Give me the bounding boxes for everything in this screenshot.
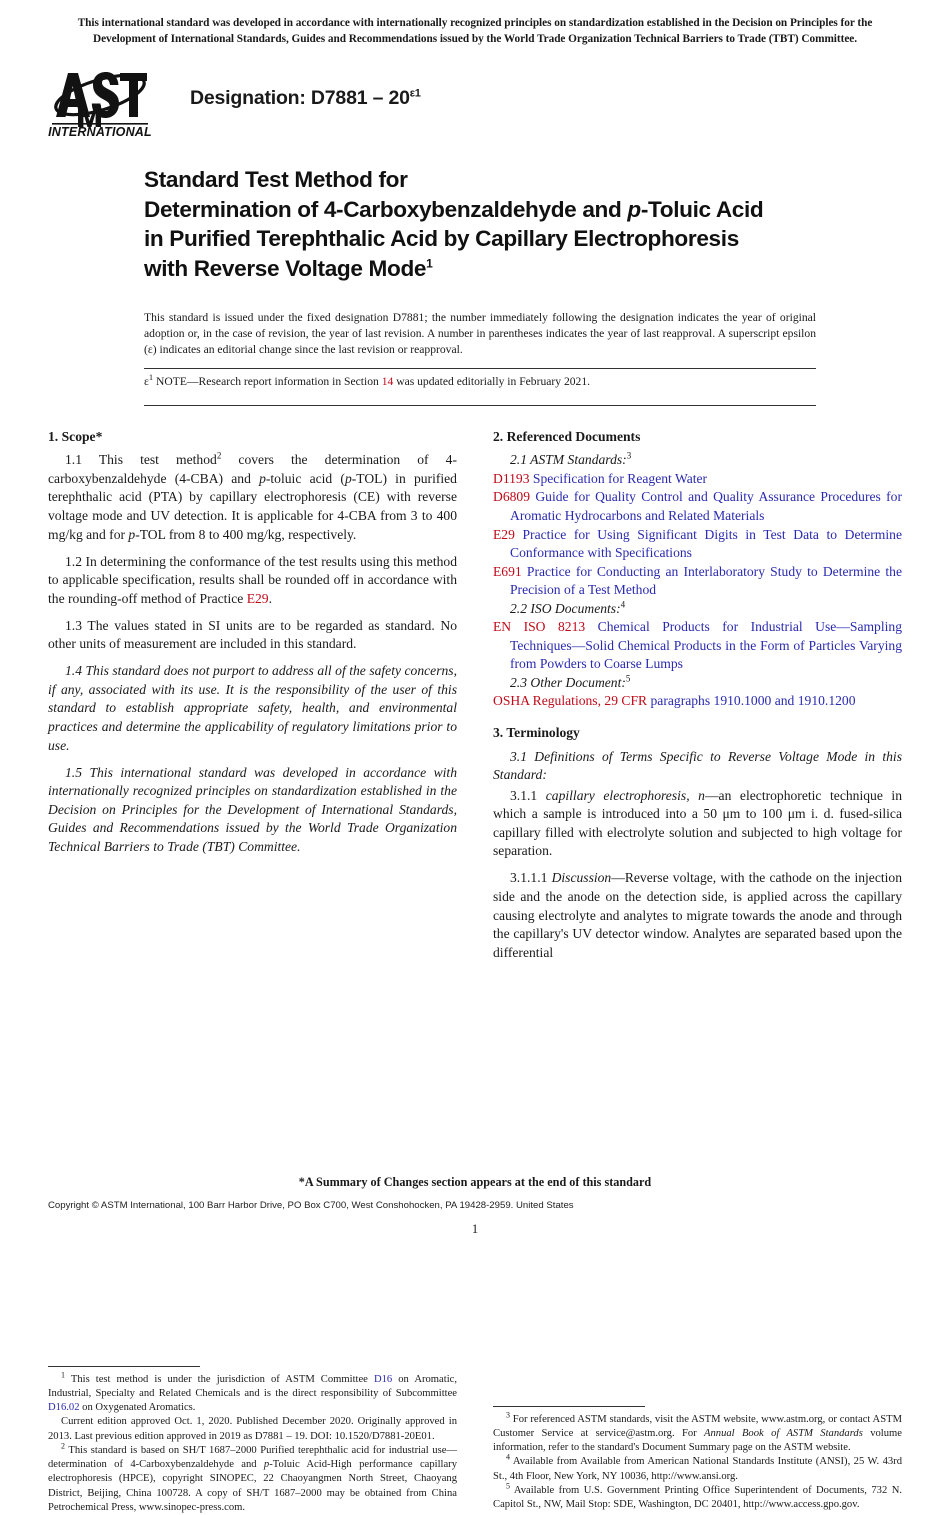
paragraph-1-4: 1.4 This standard does not purport to address all of the safety concerns, if any, associated with its use. It is the responsibility of the user of this standard to establish appropriate safety, health, and environmental practices and determine the applicability of regulatory limitations prior to use. (48, 663, 457, 753)
subheading-iso-documents (493, 600, 902, 619)
paragraph-3-1-1 (493, 787, 902, 861)
reference-title: Practice for Using Significant Digits in Test Data to Determine Conformance with Specifications (510, 526, 902, 561)
heading-terminology: 3. Terminology (493, 725, 580, 741)
iso-documents-label: 2.2 ISO Documents: (510, 600, 621, 616)
title-line-4-text: with Reverse Voltage Mode (144, 255, 427, 281)
reference-title: Chemical Products for Industrial Use—Sampling Techniques—Solid Chemical Products in the Form of Particles Varying from Powders to Coarse Lumps (510, 619, 902, 672)
practice-e29-link[interactable]: E29 (246, 590, 269, 606)
footnote-1-d: on Oxygenated Aromatics. (79, 1402, 196, 1414)
p11-a: 1.1 This test method (65, 452, 217, 468)
tbt-banner: This international standard was developed in accordance with internationally recognized principles on standardization established in the Decision on Principles for the Development of International Standards, Guides and Recommendations issued by the World Trade Organization Technical Barriers to Trade (TBT) Committee. (77, 17, 873, 45)
footnote-3 (493, 1410, 902, 1456)
p11-footnote-ref: 2 (216, 450, 222, 461)
footnote-1-c: on Aromatic, Industrial, Specialty and Related Chemicals and is the direct responsibility of Subcommittee (48, 1373, 457, 1399)
title-line-4 (144, 254, 902, 284)
summary-of-changes-note: *A Summary of Changes section appears at the end of this standard (298, 1175, 652, 1189)
designation-label (190, 87, 421, 110)
p11-e: -TOL from 8 to 400 mg/kg, respectively. (135, 526, 357, 542)
left-footnotes (48, 1366, 457, 1515)
p311-text: —an electrophoretic technique in which a sample is introduced into a 50 μm to 100 μm i. d. fused-silica capillary filled with electrolyte solution and subjected to high voltage for separation. (493, 787, 902, 859)
epsilon-marker: ε (144, 374, 149, 388)
page-number: 1 (471, 1222, 479, 1236)
footnote-4 (493, 1452, 902, 1483)
p3111-label: Discussion (551, 870, 612, 886)
astm-logo (48, 65, 152, 139)
heading-referenced-documents: 2. Referenced Documents (493, 428, 641, 444)
paragraph-1-1 (48, 451, 457, 544)
p11-em3: p (128, 526, 136, 542)
p11-em1: p (259, 470, 266, 486)
issuance-note: This standard is issued under the fixed designation D7881; the number immediately following the designation indicates the year of original adoption or, in the case of revision, the year of last revision. A number in parentheses indicates the year of last reapproval. A superscript epsilon (ε) indicates an editorial change since the last revision or reapproval. (144, 310, 816, 357)
section-14-link[interactable]: 14 (381, 374, 394, 388)
paragraph-1-3: 1.3 The values stated in SI units are to be regarded as standard. No other units of measurement are included in this standard. (48, 617, 457, 652)
footnote-5-marker: 5 (506, 1481, 510, 1491)
p11-em2: p (344, 470, 352, 486)
paragraph-1-2 (48, 553, 457, 609)
reference-item[interactable] (493, 618, 902, 674)
p12-a: 1.2 In determining the conformance of the test results using this method to applicable specification, results shall be rounded off in accordance with the rounding-off method of Practice (48, 553, 457, 606)
copyright-line: Copyright © ASTM International, 100 Barr Harbor Drive, PO Box C700, West Conshohocken, PA 19428-2959. United States (48, 1200, 574, 1211)
title-line-2-a: Determination of 4-Carboxybenzaldehyde and (144, 196, 628, 222)
footnote-4-marker: 4 (506, 1452, 510, 1462)
reference-designation: D6809 (493, 489, 531, 505)
title-line-4-sup: 1 (426, 256, 433, 271)
paragraph-1-5: 1.5 This international standard was developed in accordance with internationally recognized principles on standardization established in the Decision on Principles for the Development of International Standards, Guides and Recommendations issued by the World Trade Organization Technical Barriers to Trade (TBT) Committee. (48, 764, 457, 854)
p311-num: 3.1.1 (510, 787, 546, 803)
designation-superscript: ε1 (409, 87, 421, 100)
heading-scope: 1. Scope* (48, 428, 103, 444)
reference-designation: D1193 (493, 470, 530, 486)
subheading-astm-standards (493, 451, 902, 470)
reference-title: Guide for Quality Control and Quality Assurance Procedures for Aromatic Hydrocarbons and Related Materials (510, 489, 902, 523)
issuance-divider-bottom (144, 405, 816, 406)
reference-designation: EN ISO 8213 (493, 619, 586, 635)
astm-logo-graphic (48, 65, 152, 139)
title-line-3: in Purified Terephthalic Acid by Capillary Electrophoresis (144, 226, 739, 252)
footnote-divider-left (48, 1366, 200, 1367)
other-document-label: 2.3 Other Document: (510, 674, 626, 690)
p11-b: covers the determination of 4-carboxybenzaldehyde (4-CBA) and (48, 452, 457, 486)
reference-title: Practice for Conducting an Interlaboratory Study to Determine the Precision of a Test Method (510, 563, 902, 598)
title-line-2-em: p (627, 196, 641, 222)
title-line-1: Standard Test Method for (144, 167, 408, 193)
p11-c: -toluic acid ( (265, 470, 345, 486)
right-column (493, 428, 903, 1511)
footnote-2-em: p (263, 1459, 270, 1471)
designation-value: Designation: D7881 – 20 (190, 87, 410, 110)
footnote-3-b: For referenced ASTM standards, visit the ASTM website, www.astm.org, or contact ASTM Customer Service at service@astm.org. For (493, 1413, 902, 1439)
iso-documents-footnote-ref: 4 (620, 599, 626, 610)
epsilon-text-before: NOTE—Research report information in Section (153, 374, 382, 388)
astm-standards-label: 2.1 ASTM Standards: (510, 452, 627, 468)
p3111-text: —Reverse voltage, with the cathode on the injection side and the anode on the detection side, is applied across the capillary causing electrolyte and analytes to migrate towards the anode and through the capillary's UV detector window. Analytes are separated based upon the differential (493, 870, 903, 960)
title-block (144, 165, 902, 283)
reference-title: paragraphs 1910.1000 and 1910.1200 (650, 693, 856, 709)
footnote-1-marker: 1 (61, 1370, 65, 1380)
reference-designation: E29 (493, 526, 515, 542)
paragraph-3-1-1-1 (493, 869, 902, 962)
p3111-num: 3.1.1.1 (510, 870, 552, 886)
title-line-2 (144, 195, 902, 225)
astm-standards-footnote-ref: 3 (626, 450, 632, 461)
reference-item[interactable] (493, 488, 902, 525)
epsilon-marker-sup: 1 (148, 372, 154, 383)
page-title (144, 165, 902, 283)
footnote-1-b: This test method is under the jurisdiction of ASTM Committee (65, 1373, 374, 1385)
footnote-3-c: volume information, refer to the standard's Document Summary page on the ASTM website. (493, 1427, 902, 1454)
reference-item[interactable] (493, 526, 902, 563)
footnote-2-marker: 2 (61, 1441, 65, 1451)
footnote-3-em: Annual Book of ASTM Standards (704, 1427, 863, 1439)
subheading-other-document (493, 674, 902, 693)
committee-d16-link[interactable]: D16 (373, 1373, 393, 1385)
other-document-footnote-ref: 5 (625, 673, 631, 684)
paragraph-3-1: 3.1 Definitions of Terms Specific to Reverse Voltage Mode in this Standard: (493, 748, 902, 783)
footnote-3-marker: 3 (506, 1410, 510, 1420)
footnote-1 (48, 1370, 457, 1416)
right-footnotes (493, 1406, 902, 1513)
reference-item[interactable] (493, 563, 902, 600)
footnote-5-b: Available from U.S. Government Printing Office Superintendent of Documents, 732 N. Capitol St., NW, Mail Stop: SDE, Washington, DC 20401, http://www.access.gpo.gov. (493, 1484, 902, 1511)
subcommittee-d1602-link[interactable]: D16.02 (48, 1402, 80, 1414)
reference-designation: E691 (493, 563, 522, 579)
reference-title: Specification for Reagent Water (532, 470, 708, 486)
footnote-2 (48, 1441, 457, 1515)
title-line-2-b: -Toluic Acid (640, 196, 764, 222)
p311-term: capillary electrophoresis, n (545, 787, 705, 803)
epsilon-text-after: was updated editorially in February 2021. (393, 374, 591, 388)
reference-item[interactable] (493, 692, 902, 711)
p12-b: . (268, 590, 273, 606)
footnote-2-c: -Toluic Acid-High performance capillary electrophoresis (HPCE), copyright SINOPEC, 22 Chaoyangmen North Street, Chaoyang District, Beijing, China 100728. A copy of SH/T 1687–2000 may be obtained from China Petrochemical Press, www.sinopec-press.com. (48, 1459, 457, 1513)
designation-row (48, 65, 902, 143)
svg-text:INTERNATIONAL: INTERNATIONAL (48, 125, 152, 140)
reference-item[interactable] (493, 470, 902, 489)
epsilon-note (144, 369, 816, 396)
footnote-4-b: Available from Available from American National Standards Institute (ANSI), 25 W. 43rd St., 4th Floor, New York, NY 10036, http://www.ansi.org. (493, 1456, 902, 1482)
footnote-divider-right (493, 1406, 645, 1407)
p11-d: -TOL) in purified terephthalic acid (PTA) by capillary electrophoresis (CE) with reverse voltage mode and UV detection. It is applicable for 4-CBA from 3 to 400 mg/kg and for (48, 470, 457, 542)
footnote-edition-info: Current edition approved Oct. 1, 2020. Published December 2020. Originally approved in 2013. Last previous edition approved in 2019 as D7881 – 19. DOI: 10.1520/D7881-20E01. (48, 1416, 457, 1442)
reference-designation: OSHA Regulations, 29 CFR (493, 693, 648, 709)
footnote-2-b: This standard is based on SH/T 1687–2000 Purified terephthalic acid for industrial use—determination of 4-Carboxybenzaldehyde and (48, 1444, 457, 1471)
footnote-5 (493, 1481, 902, 1512)
